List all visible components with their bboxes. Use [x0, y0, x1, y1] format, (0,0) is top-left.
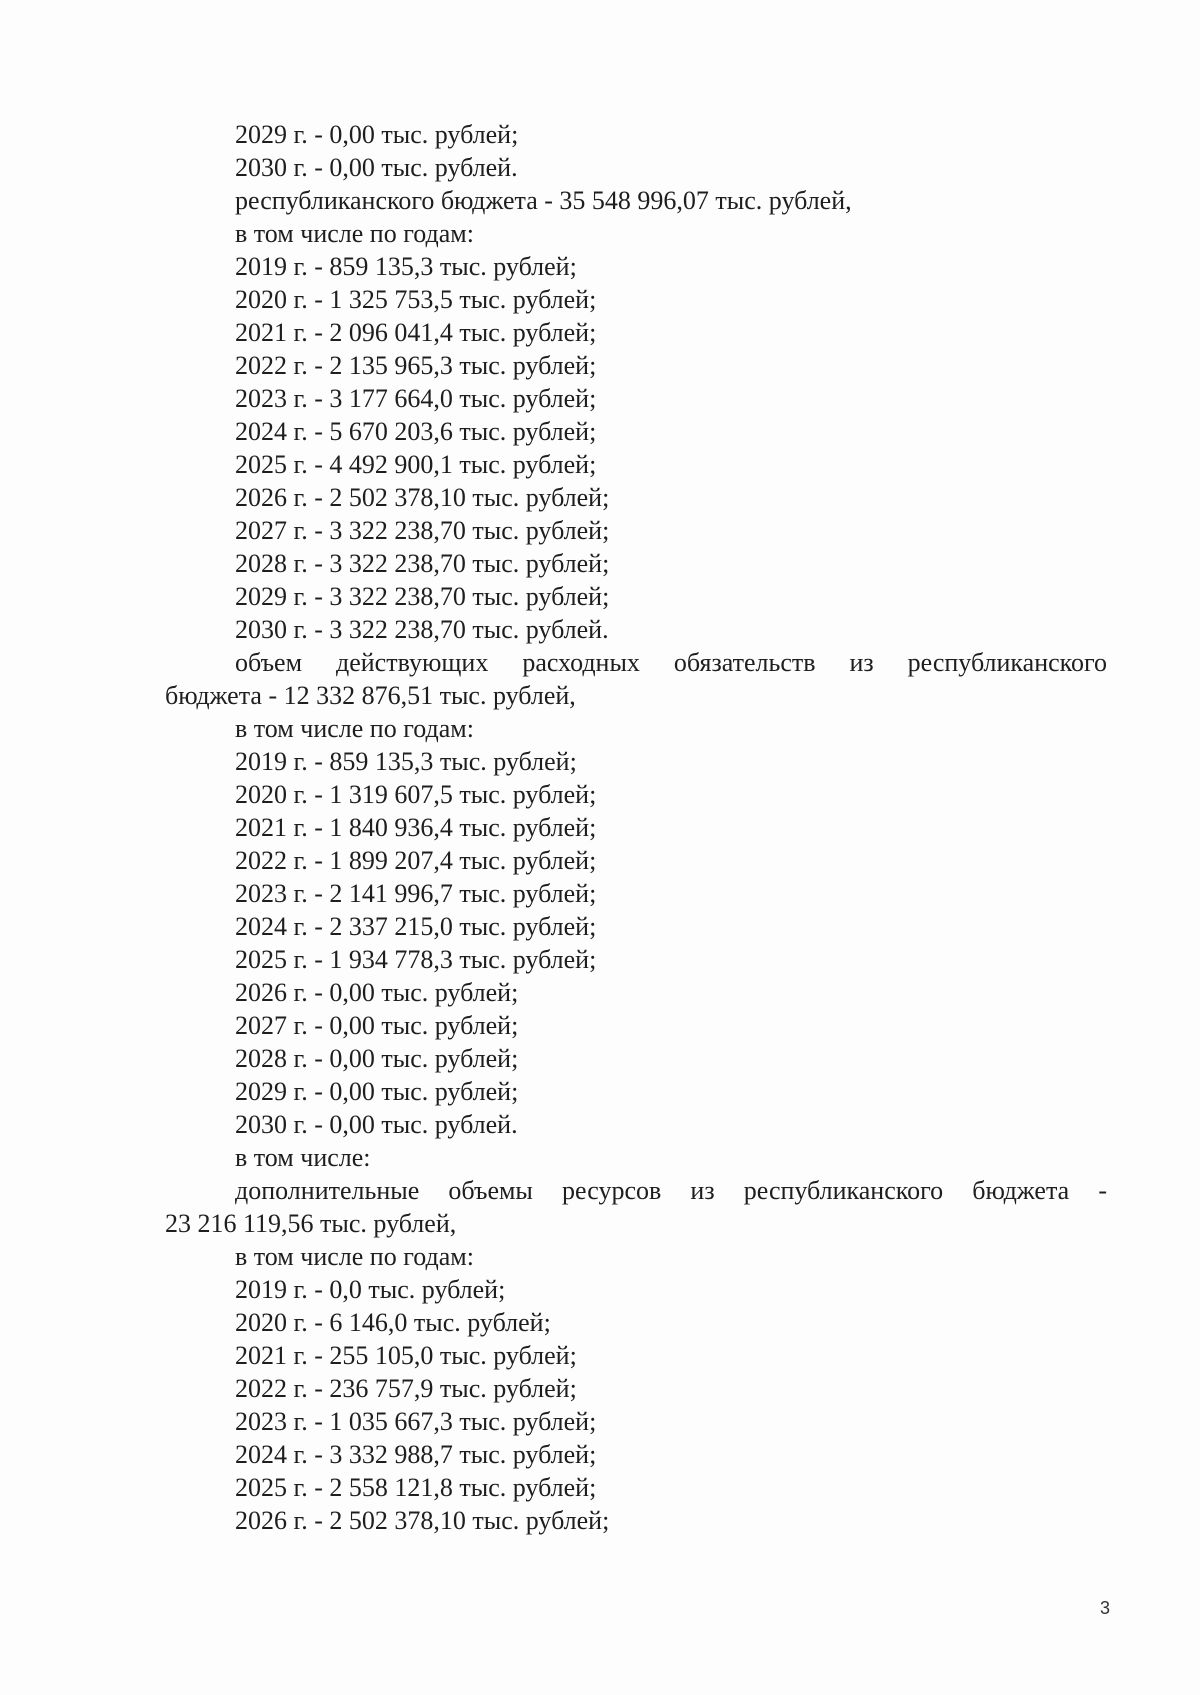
text-line: 2030 г. - 3 322 238,70 тыс. рублей. [235, 615, 609, 644]
text-line: в том числе по годам: [235, 219, 474, 248]
text-line: в том числе: [235, 1143, 371, 1172]
text-line: 2025 г. - 4 492 900,1 тыс. рублей; [235, 450, 597, 479]
text-line: 2022 г. - 236 757,9 тыс. рублей; [235, 1374, 577, 1403]
text-line: 2019 г. - 0,0 тыс. рублей; [235, 1275, 506, 1304]
text-line: 2023 г. - 3 177 664,0 тыс. рублей; [235, 384, 597, 413]
text-line: 2024 г. - 3 332 988,7 тыс. рублей; [235, 1440, 597, 1469]
text-line: 2026 г. - 0,00 тыс. рублей; [235, 978, 519, 1007]
paragraph-line: дополнительные объемы ресурсов из республиканского бюджета - [235, 1176, 1107, 1205]
text-line: бюджета - 12 332 876,51 тыс. рублей, [165, 681, 576, 710]
text-line: 2024 г. - 5 670 203,6 тыс. рублей; [235, 417, 597, 446]
text-line: 2024 г. - 2 337 215,0 тыс. рублей; [235, 912, 597, 941]
text-line: 2029 г. - 0,00 тыс. рублей; [235, 1077, 519, 1106]
text-line: в том числе по годам: [235, 1242, 474, 1271]
text-line: 2029 г. - 3 322 238,70 тыс. рублей; [235, 582, 610, 611]
text-line: 2022 г. - 1 899 207,4 тыс. рублей; [235, 846, 597, 875]
text-line: 2029 г. - 0,00 тыс. рублей; [235, 120, 519, 149]
text-line: 2026 г. - 2 502 378,10 тыс. рублей; [235, 1506, 610, 1535]
text-line: 2030 г. - 0,00 тыс. рублей. [235, 1110, 518, 1139]
text-line: 2020 г. - 1 325 753,5 тыс. рублей; [235, 285, 597, 314]
text-line: 23 216 119,56 тыс. рублей, [165, 1209, 457, 1238]
text-line: 2025 г. - 1 934 778,3 тыс. рублей; [235, 945, 597, 974]
text-line: 2026 г. - 2 502 378,10 тыс. рублей; [235, 483, 610, 512]
text-line: 2028 г. - 3 322 238,70 тыс. рублей; [235, 549, 610, 578]
text-line: 2021 г. - 1 840 936,4 тыс. рублей; [235, 813, 597, 842]
text-line: 2019 г. - 859 135,3 тыс. рублей; [235, 252, 577, 281]
paragraph-line: объем действующих расходных обязательств из республиканского [235, 648, 1107, 677]
text-line: 2023 г. - 2 141 996,7 тыс. рублей; [235, 879, 597, 908]
text-line: 2025 г. - 2 558 121,8 тыс. рублей; [235, 1473, 597, 1502]
text-line: 2020 г. - 1 319 607,5 тыс. рублей; [235, 780, 597, 809]
text-line: в том числе по годам: [235, 714, 474, 743]
text-line: 2028 г. - 0,00 тыс. рублей; [235, 1044, 519, 1073]
text-line: 2021 г. - 255 105,0 тыс. рублей; [235, 1341, 577, 1370]
document-body [165, 118, 1107, 1537]
page-number: 3 [1099, 1598, 1110, 1618]
text-line: 2021 г. - 2 096 041,4 тыс. рублей; [235, 318, 597, 347]
text-line: 2020 г. - 6 146,0 тыс. рублей; [235, 1308, 551, 1337]
text-line: 2027 г. - 0,00 тыс. рублей; [235, 1011, 519, 1040]
text-line: 2022 г. - 2 135 965,3 тыс. рублей; [235, 351, 597, 380]
text-line: республиканского бюджета - 35 548 996,07 тыс. рублей, [235, 186, 852, 215]
text-line: 2027 г. - 3 322 238,70 тыс. рублей; [235, 516, 610, 545]
text-line: 2019 г. - 859 135,3 тыс. рублей; [235, 747, 577, 776]
text-line: 2030 г. - 0,00 тыс. рублей. [235, 153, 518, 182]
text-line: 2023 г. - 1 035 667,3 тыс. рублей; [235, 1407, 597, 1436]
